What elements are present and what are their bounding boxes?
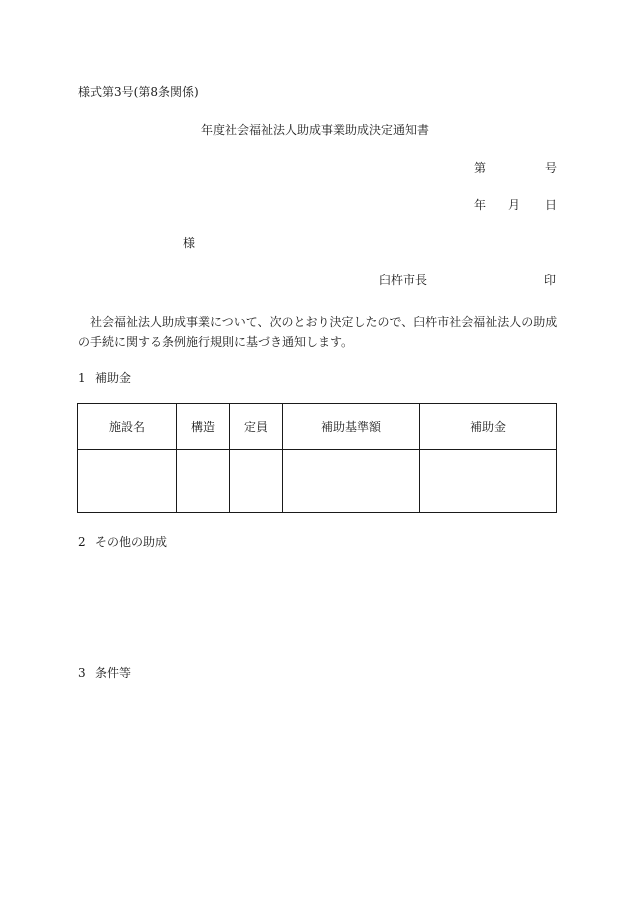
section-number: 2: [78, 535, 86, 549]
cell-capacity: [230, 450, 283, 513]
table-row: [78, 450, 557, 513]
table-header-row: [78, 404, 557, 450]
section-number: 1: [78, 371, 86, 385]
seal-mark: 印: [544, 273, 557, 287]
body-text: [78, 312, 558, 352]
section-label: その他の助成: [95, 535, 168, 549]
section-heading-subsidy: [78, 372, 131, 384]
document-title: 年度社会福祉法人助成事業助成決定通知書: [200, 123, 429, 137]
header-structure: 構造: [177, 404, 230, 450]
document-number-label: 第: [474, 161, 487, 175]
form-number: 様式第3号(第8条関係): [78, 85, 199, 99]
cell-base-amount: [283, 450, 420, 513]
date-year-label: 年: [474, 198, 487, 212]
header-facility-name: 施設名: [78, 404, 177, 450]
section-label: 条件等: [95, 666, 132, 680]
header-base-amount: 補助基準額: [283, 404, 420, 450]
section-heading-other-aid: [78, 536, 167, 548]
header-subsidy: 補助金: [420, 404, 557, 450]
cell-structure: [177, 450, 230, 513]
date-month-label: 月: [508, 198, 521, 212]
document-number-suffix: 号: [545, 161, 558, 175]
date-day-label: 日: [545, 198, 558, 212]
section-heading-conditions: [78, 667, 131, 679]
cell-subsidy: [420, 450, 557, 513]
header-capacity: 定員: [230, 404, 283, 450]
section-label: 補助金: [95, 371, 132, 385]
issuer-title: 臼杵市長: [379, 273, 428, 287]
cell-facility-name: [78, 450, 177, 513]
section-number: 3: [78, 666, 86, 680]
addressee-honorific: 様: [183, 236, 196, 250]
subsidy-table: [77, 403, 557, 513]
body-text-content: 社会福祉法人助成事業について、次のとおり決定したので、臼杵市社会福祉法人の助成の手続に関する条例施行規則に基づき通知します。: [78, 315, 558, 349]
